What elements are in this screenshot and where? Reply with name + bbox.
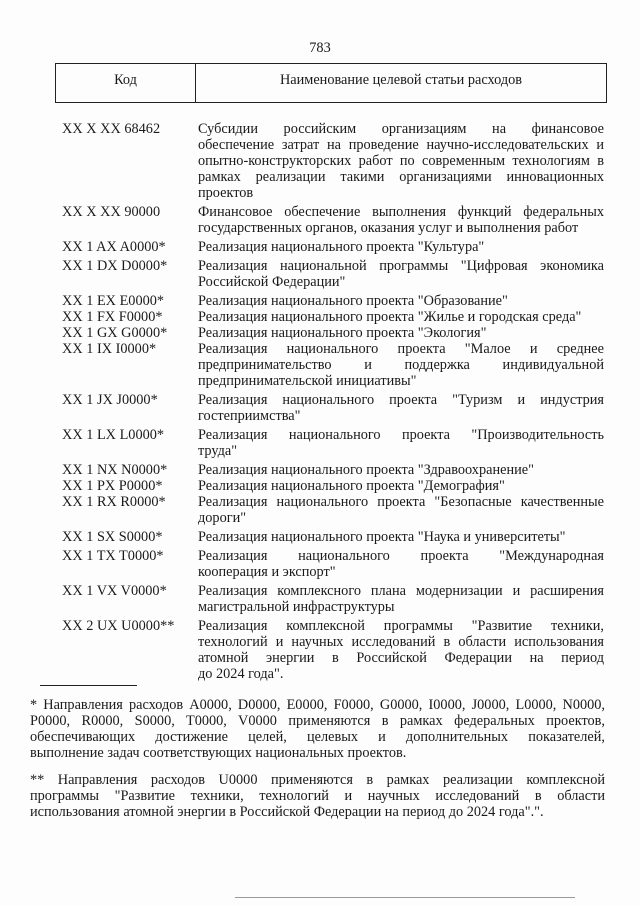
row-code: XX 1 TX T0000* — [62, 548, 164, 564]
row-code: XX 1 DX D0000* — [62, 258, 168, 274]
row-name-line: кооперация и экспорт" — [198, 564, 336, 580]
row-name — [198, 462, 604, 478]
row-name-line: Российской Федерации" — [198, 274, 346, 290]
row-name-line: до 2024 года". — [198, 666, 284, 682]
row-name-line: рамках реализации такими организациями инновационных — [198, 169, 604, 185]
footnote-1 — [30, 697, 605, 761]
row-code: XX 1 JX J0000* — [62, 392, 158, 408]
footnote-rule — [40, 685, 137, 686]
row-name — [198, 548, 604, 580]
row-name-line: Реализация национального проекта "Малое и среднее — [198, 341, 604, 357]
row-name-line: Реализация национального проекта "Культура" — [198, 239, 485, 255]
row-name-line: опытно-конструкторских работ по современным технологиям в — [198, 153, 604, 169]
row-code: XX 1 PX P0000* — [62, 478, 163, 494]
row-name-line: атомной энергии в Российской Федерации на период — [198, 650, 604, 666]
row-name-line: Реализация национального проекта "Демография" — [198, 478, 505, 494]
row-name-line: Реализация национального проекта "Наука и университеты" — [198, 529, 566, 545]
row-name — [198, 618, 604, 682]
row-code: XX 1 VX V0000* — [62, 583, 167, 599]
header-name: Наименование целевой статьи расходов — [279, 72, 523, 88]
row-name — [198, 583, 604, 615]
row-name-line: Реализация национального проекта "Образование" — [198, 293, 508, 309]
row-name-line: обеспечение затрат на проведение научно-исследовательских и — [198, 137, 604, 153]
row-name — [198, 293, 604, 309]
table-header — [55, 63, 607, 103]
table-row — [62, 392, 604, 424]
row-code: XX 1 SX S0000* — [62, 529, 163, 545]
row-code: XX X XX 68462 — [62, 121, 161, 137]
row-name — [198, 239, 604, 255]
row-name-line: проектов — [198, 185, 254, 201]
table-row — [62, 239, 604, 255]
table-row — [62, 293, 604, 309]
row-name-line: технологий и научных исследований в области использования — [198, 634, 604, 650]
row-name-line: Реализация национальной программы "Цифровая экономика — [198, 258, 604, 274]
row-name-line: Реализация национального проекта "Здравоохранение" — [198, 462, 534, 478]
row-code: XX 2 UX U0000** — [62, 618, 175, 634]
row-name-line: Реализация комплексной программы "Развитие техники, — [198, 618, 604, 634]
row-name-line: Реализация национального проекта "Производительность — [198, 427, 604, 443]
table-row — [62, 494, 604, 526]
footnote-line: ** Направления расходов U0000 применяются в рамках реализации комплексной — [30, 772, 605, 788]
table-row — [62, 462, 604, 478]
footnote-line: P0000, R0000, S0000, T0000, V0000 применяются в рамках федеральных проектов, — [30, 713, 605, 729]
table-row — [62, 121, 604, 201]
footnote-2 — [30, 772, 605, 820]
row-code: XX 1 LX L0000* — [62, 427, 165, 443]
footnote-line: использования атомной энергии в Российской Федерации на период до 2024 года".". — [30, 804, 544, 820]
row-name — [198, 392, 604, 424]
row-name — [198, 258, 604, 290]
row-name-line: предпринимательство и поддержка индивидуальной — [198, 357, 604, 373]
row-name-line: гостеприимства" — [198, 408, 301, 424]
header-code: Код — [114, 72, 137, 88]
row-code: XX 1 AX A0000* — [62, 239, 166, 255]
footnote-line: * Направления расходов A0000, D0000, E0000, F0000, G0000, I0000, J0000, L0000, N0000, — [30, 697, 605, 713]
row-name-line: государственных органов, оказания услуг и выполнения работ — [198, 220, 579, 236]
row-code: XX X XX 90000 — [62, 204, 161, 220]
row-name-line: Финансовое обеспечение выполнения функций федеральных — [198, 204, 604, 220]
row-name — [198, 478, 604, 494]
row-name-line: Реализация национального проекта "Безопасные качественные — [198, 494, 604, 510]
row-name-line: Реализация национального проекта "Жилье и городская среда" — [198, 309, 582, 325]
table-row — [62, 583, 604, 615]
row-code: XX 1 GX G0000* — [62, 325, 168, 341]
table-row — [62, 548, 604, 580]
row-code: XX 1 NX N0000* — [62, 462, 168, 478]
table-row — [62, 529, 604, 545]
row-name-line: Реализация комплексного плана модернизации и расширения — [198, 583, 604, 599]
row-code: XX 1 RX R0000* — [62, 494, 166, 510]
row-code: XX 1 IX I0000* — [62, 341, 157, 357]
table-row — [62, 325, 604, 341]
row-code: XX 1 EX E0000* — [62, 293, 165, 309]
row-name-line: Субсидии российским организациям на финансовое — [198, 121, 604, 137]
row-name — [198, 341, 604, 389]
table-row — [62, 478, 604, 494]
table-row — [62, 204, 604, 236]
row-name-line: предпринимательской инициативы" — [198, 373, 417, 389]
row-name — [198, 529, 604, 545]
table-row — [62, 618, 604, 682]
table-body — [62, 121, 604, 682]
row-name — [198, 204, 604, 236]
row-name — [198, 494, 604, 526]
footnote-line: программы "Развитие техники, технологий и научных исследований в области — [30, 788, 605, 804]
table-row — [62, 309, 604, 325]
row-name-line: Реализация национального проекта "Экология" — [198, 325, 487, 341]
row-name — [198, 121, 604, 201]
page-number: 783 — [309, 40, 331, 56]
row-name-line: магистральной инфраструктуры — [198, 599, 395, 615]
row-name-line: Реализация национального проекта "Международная — [198, 548, 604, 564]
footnote-line: выполнение задач соответствующих национальных проектов. — [30, 745, 407, 761]
row-name-line: дороги" — [198, 510, 247, 526]
row-name — [198, 427, 604, 459]
bottom-scan-line — [235, 897, 575, 898]
row-name — [198, 309, 604, 325]
row-name-line: труда" — [198, 443, 238, 459]
table-row — [62, 341, 604, 389]
row-name-line: Реализация национального проекта "Туризм и индустрия — [198, 392, 604, 408]
table-row — [62, 427, 604, 459]
table-row — [62, 258, 604, 290]
footnote-line: обеспечивающих достижение целей, целевых и дополнительных показателей, — [30, 729, 605, 745]
row-code: XX 1 FX F0000* — [62, 309, 163, 325]
row-name — [198, 325, 604, 341]
